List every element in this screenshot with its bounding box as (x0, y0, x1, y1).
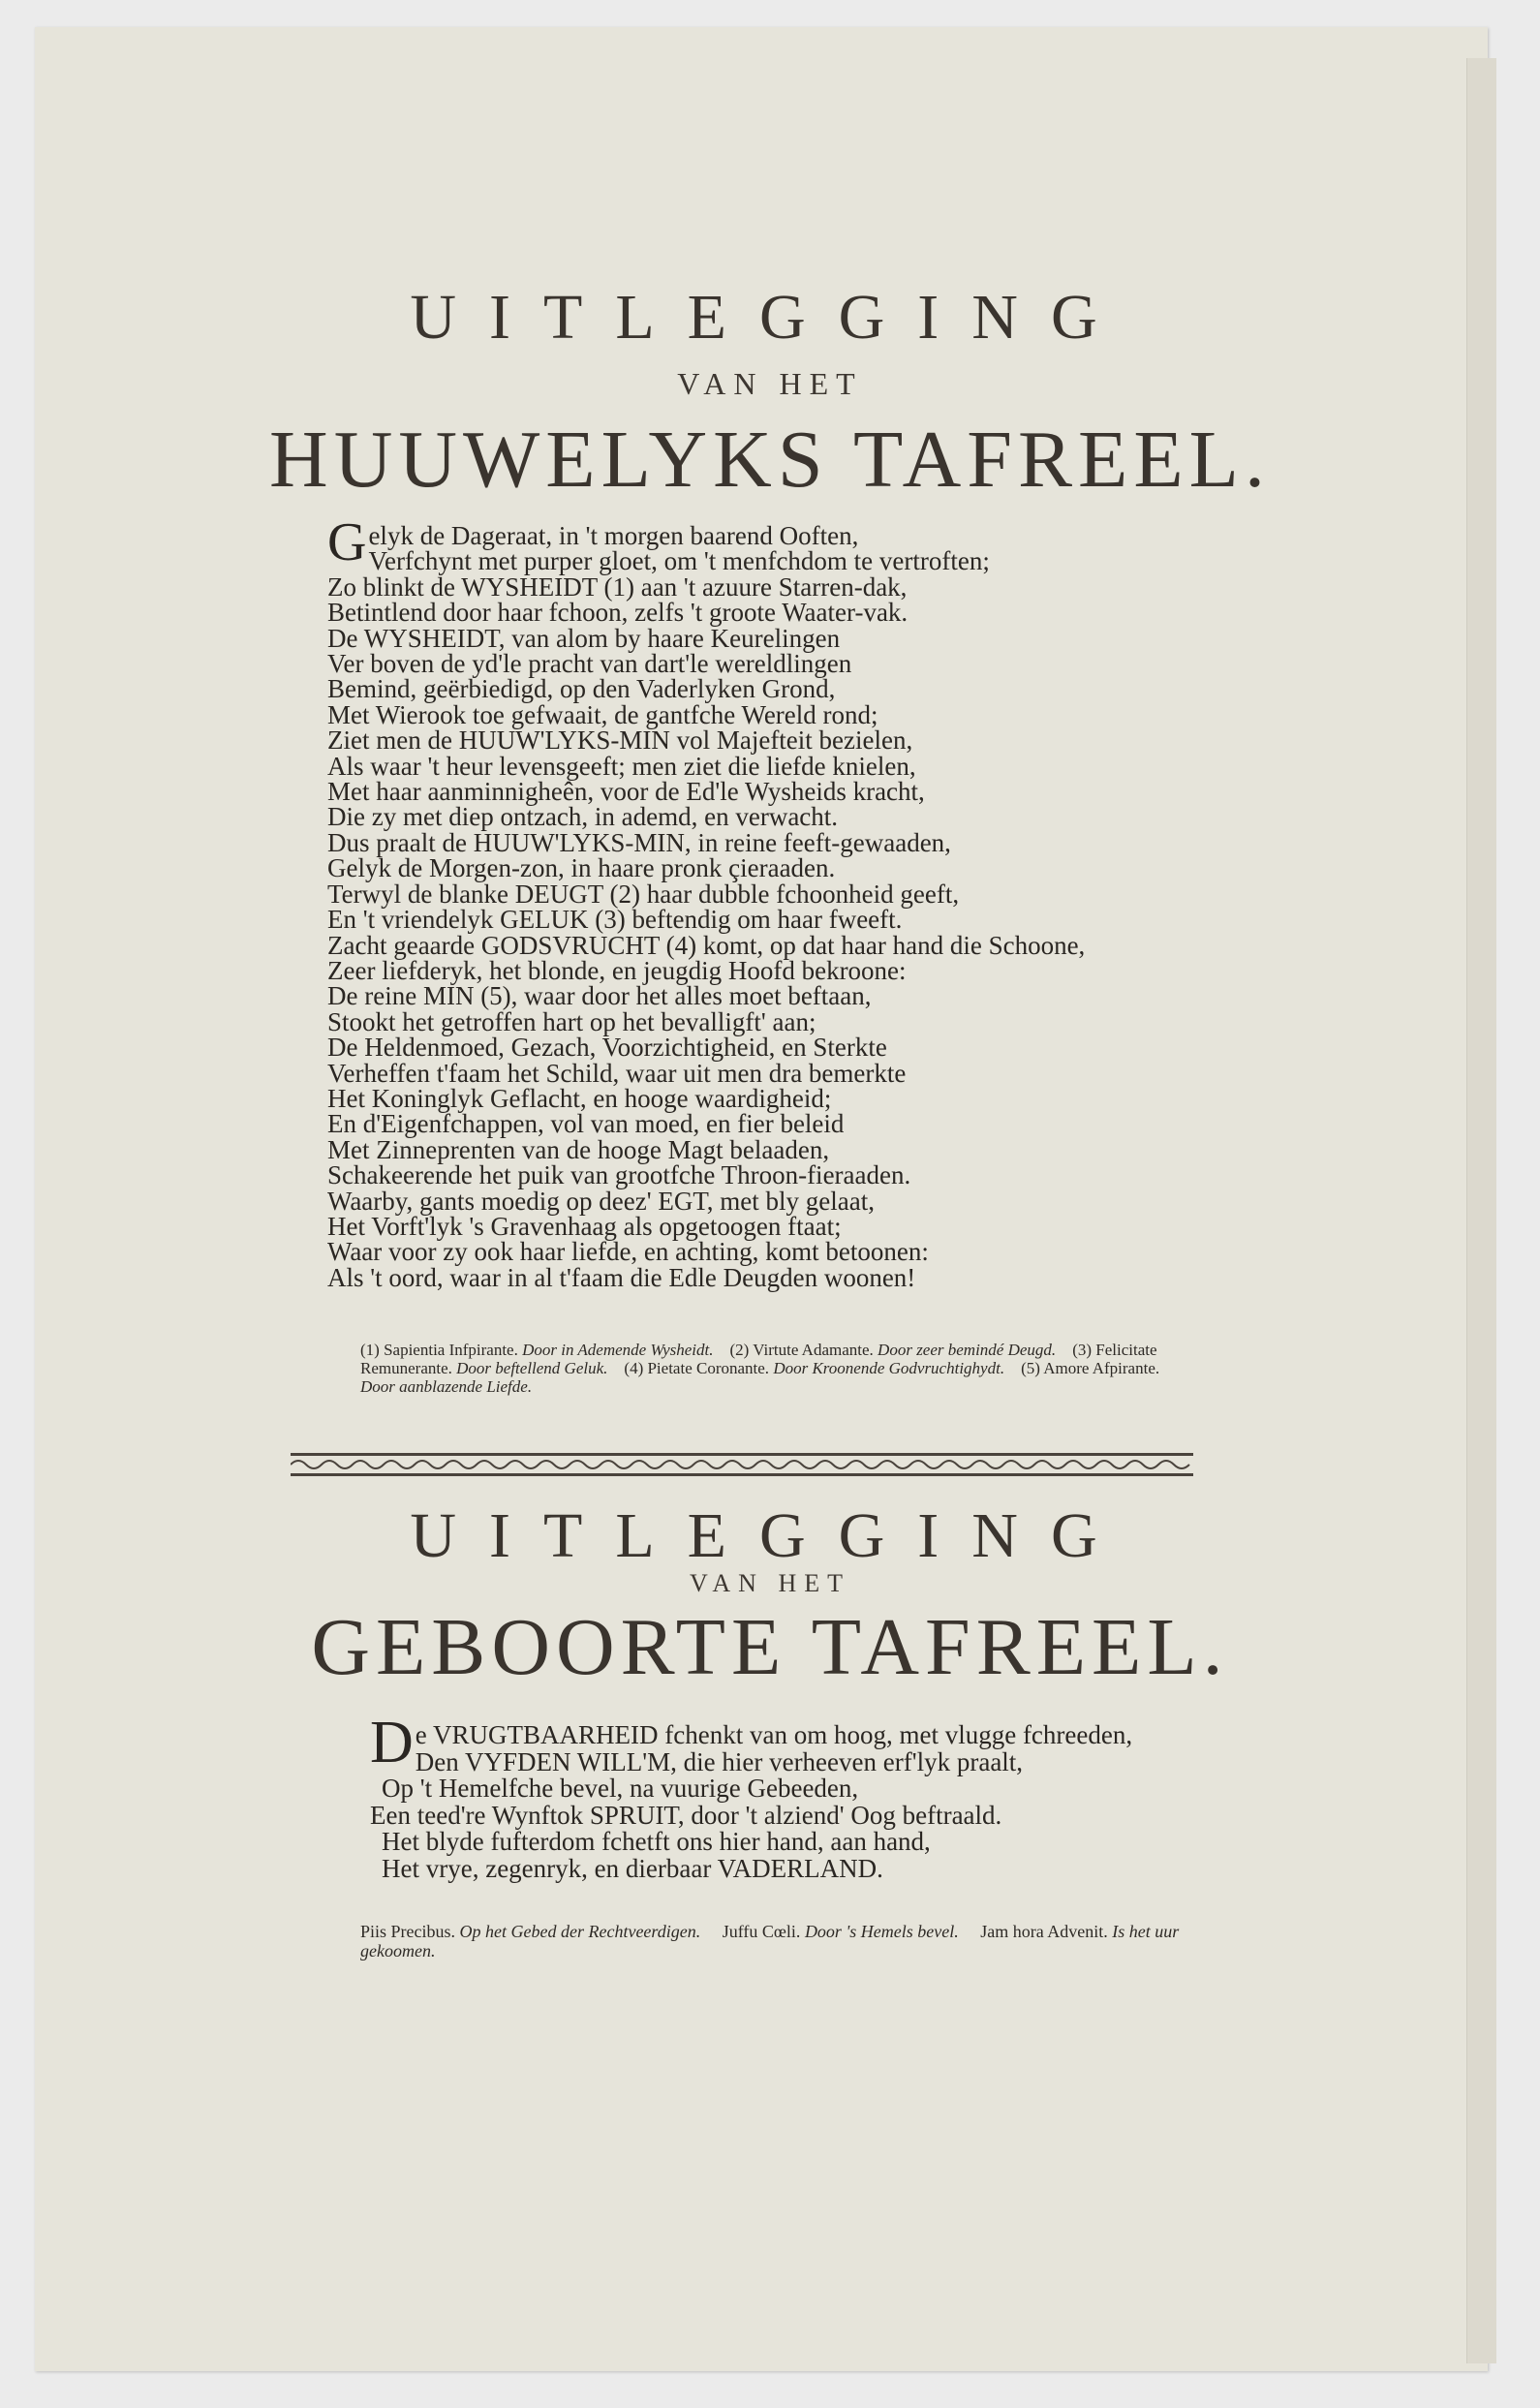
section2-title-line2: VAN HET (689, 1569, 851, 1597)
poem-line: Met haar aanminnigheên, voor de Ed'le Wysheids kracht, (327, 777, 925, 807)
poem-line-text: e VRUGTBAARHEID fchenkt van om hoog, met vlugge fchreeden, (415, 1720, 1133, 1749)
poem-line: Als 't oord, waar in al t'faam die Edle Deugden woonen! (327, 1262, 916, 1292)
poem-line: Betintlend door haar fchoon, zelfs 't groote Waater-vak. (327, 598, 909, 628)
poem-line: Verfchynt met purper gloet, om 't menfchdom te vertroften; (368, 546, 990, 576)
poem-line: Zacht geaarde GODSVRUCHT (4) komt, op dat haar hand die Schoone, (327, 930, 1086, 960)
footnote-1 (360, 1341, 713, 1359)
poem-line: Gelyk de Morgen-zon, in haare pronk çieraaden. (327, 853, 836, 883)
footnote-latin: (1) Sapientia Infpirante. (360, 1341, 518, 1359)
footnote-1 (360, 1922, 700, 1941)
poem-line: Met Zinneprenten van de hooge Magt belaaden, (327, 1134, 830, 1164)
footnote-4 (624, 1359, 1004, 1377)
footnote-dutch: Door 's Hemels bevel. (804, 1922, 959, 1941)
poem-line: Den VYFDEN WILL'M, die hier verheeven erf'lyk praalt, (415, 1746, 1024, 1776)
poem-line: En d'Eigenfchappen, vol van moed, en fier beleid (327, 1109, 845, 1139)
poem-line: Het vrye, zegenryk, en dierbaar VADERLAND. (382, 1853, 883, 1883)
paper-edge (1466, 58, 1496, 2363)
poem-line: Die zy met diep ontzach, in ademd, en verwacht. (327, 802, 839, 832)
section2-title-line1: UITLEGGING (410, 1500, 1130, 1571)
footnote-dutch: Door in Ademende Wysheidt. (522, 1341, 714, 1359)
poem-line: Het Vorft'lyk 's Gravenhaag als opgetoogen ftaat; (327, 1211, 842, 1241)
poem-line: Het Koninglyk Geflacht, en hooge waardigheid; (327, 1083, 832, 1113)
footnote-dutch: Door Kroonende Godvruchtighydt. (773, 1359, 1005, 1377)
poem-line: Op 't Hemelfche bevel, na vuurige Gebeeden, (382, 1774, 859, 1803)
section1-footnotes (360, 1341, 1174, 1396)
footnote-latin: Jam hora Advenit. (980, 1922, 1108, 1941)
footnote-latin: (4) Pietate Coronante. (624, 1359, 770, 1377)
footnote-latin: Juffu Cœli. (722, 1922, 801, 1941)
dropcap-g: G (327, 512, 367, 572)
poem-line: Terwyl de blanke DEUGT (2) haar dubble fchoonheid geeft, (327, 879, 960, 909)
poem-line: Zo blinkt de WYSHEIDT (1) aan 't azuure Starren-dak, (327, 571, 908, 602)
poem-line: Met Wierook toe gefwaait, de gantfche Wereld rond; (327, 699, 878, 729)
footnote-2 (729, 1341, 1056, 1359)
poem-line: De Heldenmoed, Gezach, Voorzichtigheid, en Sterkte (327, 1033, 887, 1063)
poem-line: Verheffen t'faam het Schild, waar uit men dra bemerkte (327, 1058, 907, 1088)
poem-line: Ver boven de yd'le pracht van dart'le wereldlingen (327, 649, 852, 679)
poem-line: En 't vriendelyk GELUK (3) beftendig om haar fweeft. (327, 905, 903, 935)
footnote-latin: (3) Felicitate Remunerante. (360, 1341, 1157, 1377)
footnote-dutch: Op het Gebed der Rechtveerdigen. (459, 1922, 701, 1941)
section1-title-line1: UITLEGGING (410, 282, 1130, 353)
poem-line: Waarby, gants moedig op deez' EGT, met bly gelaat, (327, 1186, 875, 1216)
poem-line: Als waar 't heur levensgeeft; men ziet die liefde knielen, (327, 751, 916, 781)
footnote-2 (723, 1922, 959, 1941)
poem-line: Bemind, geërbiedigd, op den Vaderlyken Grond, (327, 674, 836, 704)
footnote-latin: (2) Virtute Adamante. (729, 1341, 874, 1359)
footnote-dutch: Door aanblazende Liefde. (360, 1377, 533, 1396)
poem-line: Een teed're Wynftok SPRUIT, door 't alziend' Oog beftraald. (370, 1800, 1002, 1830)
poem-line: Ziet men de HUUW'LYKS-MIN vol Majefteit bezielen, (327, 725, 913, 756)
ornament-divider (291, 1451, 1193, 1478)
section2-footnotes (360, 1922, 1184, 1960)
section1-poem (327, 512, 1199, 1292)
footnote-latin: (5) Amore Afpirante. (1021, 1359, 1160, 1377)
dropcap-d: D (370, 1710, 414, 1775)
poem-line: De reine MIN (5), waar door het alles moet beftaan, (327, 981, 872, 1011)
poem-line: De WYSHEIDT, van alom by haare Keurelingen (327, 623, 841, 653)
section2-title-line3: GEBOORTE TAFREEL. (311, 1602, 1229, 1692)
poem-line: Stookt het getroffen hart op het bevalligft' aan; (327, 1006, 816, 1036)
footnote-dutch: Is het uur gekoomen. (360, 1922, 1180, 1960)
footnote-dutch: Door zeer bemindé Deugd. (878, 1341, 1057, 1359)
section1-title-line3: HUUWELYKS TAFREEL. (269, 415, 1271, 505)
footnote-dutch: Door beftellend Geluk. (456, 1359, 608, 1377)
section2-poem (370, 1710, 1222, 1883)
poem-line: Dus praalt de HUUW'LYKS-MIN, in reine feeft-gewaaden, (327, 827, 951, 857)
footnote-latin: Piis Precibus. (360, 1922, 456, 1941)
poem-line-text: elyk de Dageraat, in 't morgen baarend Ooften, (368, 521, 859, 550)
poem-line: Waar voor zy ook haar liefde, en achting, komt betoonen: (327, 1237, 929, 1267)
poem-line: Schakeerende het puik van grootfche Throon-fieraaden. (327, 1160, 911, 1190)
poem-line: Het blyde fufterdom fchetft ons hier hand, aan hand, (382, 1827, 931, 1856)
poem-line: Zeer liefderyk, het blonde, en jeugdig Hoofd bekroone: (327, 955, 907, 985)
section1-title-line2: VAN HET (677, 366, 863, 401)
